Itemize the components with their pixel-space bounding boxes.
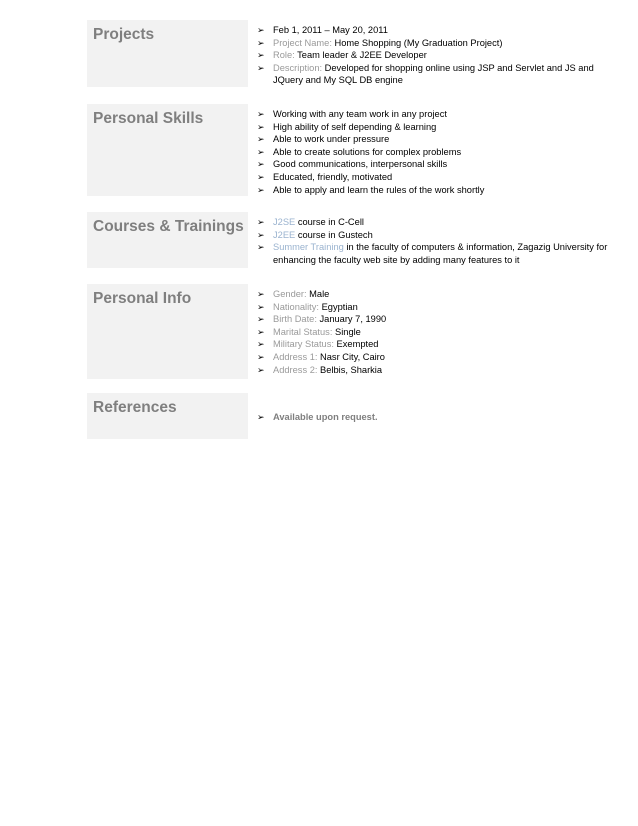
list-item: ➢ Able to work under pressure bbox=[257, 134, 390, 145]
list-item: ➢ Address 1: Nasr City, Cairo bbox=[257, 351, 385, 362]
references-heading-box bbox=[87, 393, 248, 439]
list-item: ➢ Role: Team leader & J2EE Developer bbox=[257, 50, 427, 61]
arrow-bullet-icon: ➢ bbox=[257, 159, 265, 170]
arrow-bullet-icon: ➢ bbox=[257, 121, 265, 132]
list-item: ➢ Address 2: Belbis, Sharkia bbox=[257, 364, 383, 375]
list-item: ➢ Able to create solutions for complex problems bbox=[257, 146, 462, 157]
courses-heading-box bbox=[87, 212, 248, 268]
references-heading: References bbox=[93, 399, 177, 416]
list-item: ➢ Birth Date: January 7, 1990 bbox=[257, 314, 387, 325]
arrow-bullet-icon: ➢ bbox=[257, 146, 265, 157]
list-item: ➢ Summer Training in the faculty of computers & information, Zagazig University for enhancing the faculty web site by adding many features to it bbox=[257, 242, 608, 265]
list-item: ➢ Military Status: Exempted bbox=[257, 339, 379, 350]
skills-heading-box bbox=[87, 104, 248, 196]
arrow-bullet-icon: ➢ bbox=[257, 242, 265, 253]
arrow-bullet-icon: ➢ bbox=[257, 134, 265, 145]
courses-heading: Courses & Trainings bbox=[93, 218, 244, 235]
arrow-bullet-icon: ➢ bbox=[257, 37, 265, 48]
arrow-bullet-icon: ➢ bbox=[257, 229, 265, 240]
info-list bbox=[257, 288, 609, 376]
arrow-bullet-icon: ➢ bbox=[257, 289, 265, 299]
info-heading-box bbox=[87, 284, 248, 379]
skills-heading: Personal Skills bbox=[93, 110, 204, 127]
skills-list bbox=[257, 108, 609, 196]
arrow-bullet-icon: ➢ bbox=[257, 171, 265, 182]
list-item: ➢ Description: Developed for shopping online using JSP and Servlet and JS and JQuery and My SQL DB engine bbox=[257, 62, 594, 86]
list-item: ➢ Feb 1, 2011 – May 20, 2011 bbox=[257, 25, 388, 35]
arrow-bullet-icon: ➢ bbox=[257, 25, 265, 35]
arrow-bullet-icon: ➢ bbox=[257, 62, 265, 73]
arrow-bullet-icon: ➢ bbox=[257, 109, 265, 119]
projects-list bbox=[257, 24, 609, 87]
arrow-bullet-icon: ➢ bbox=[257, 314, 265, 325]
list-item: ➢ Educated, friendly, motivated bbox=[257, 171, 393, 182]
list-item: ➢ J2EE course in Gustech bbox=[257, 229, 373, 240]
projects-heading: Projects bbox=[93, 26, 155, 43]
list-item: ➢ Available upon request. bbox=[257, 412, 378, 422]
list-item: ➢ Project Name: Home Shopping (My Graduation Project) bbox=[257, 37, 503, 48]
courses-list bbox=[257, 216, 609, 266]
references-list bbox=[257, 411, 609, 424]
list-item: ➢ Able to apply and learn the rules of the work shortly bbox=[257, 184, 485, 195]
list-item: ➢ J2SE course in C-Cell bbox=[257, 217, 364, 227]
arrow-bullet-icon: ➢ bbox=[257, 301, 265, 312]
list-item: ➢ Gender: Male bbox=[257, 289, 330, 299]
list-item: ➢ Working with any team work in any project bbox=[257, 109, 447, 119]
projects-heading-box bbox=[87, 20, 248, 87]
info-heading: Personal Info bbox=[93, 290, 192, 307]
list-item: ➢ Nationality: Egyptian bbox=[257, 301, 358, 312]
list-item: ➢ Marital Status: Single bbox=[257, 326, 361, 337]
arrow-bullet-icon: ➢ bbox=[257, 217, 265, 227]
arrow-bullet-icon: ➢ bbox=[257, 339, 265, 350]
arrow-bullet-icon: ➢ bbox=[257, 351, 265, 362]
arrow-bullet-icon: ➢ bbox=[257, 50, 265, 61]
list-item: ➢ Good communications, interpersonal skills bbox=[257, 159, 448, 170]
arrow-bullet-icon: ➢ bbox=[257, 412, 265, 422]
arrow-bullet-icon: ➢ bbox=[257, 326, 265, 337]
list-item: ➢ High ability of self depending & learning bbox=[257, 121, 437, 132]
arrow-bullet-icon: ➢ bbox=[257, 184, 265, 195]
arrow-bullet-icon: ➢ bbox=[257, 364, 265, 375]
